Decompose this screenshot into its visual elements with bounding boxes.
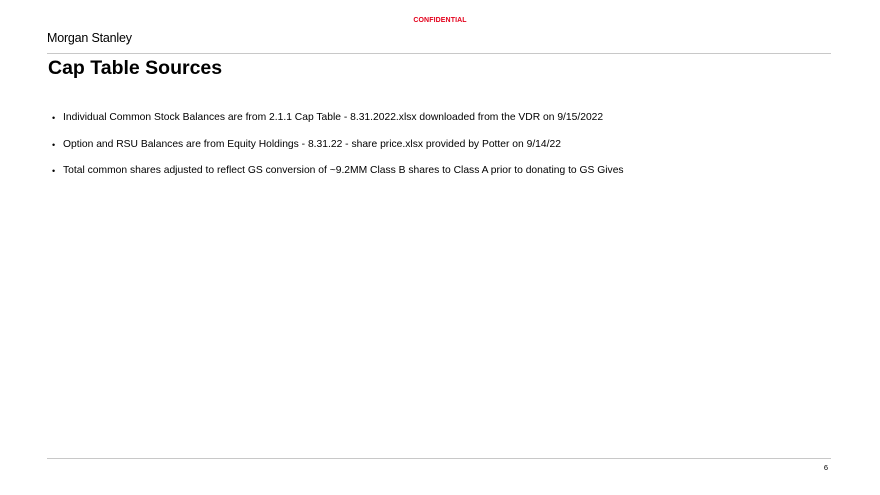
- bullet-icon: •: [52, 166, 56, 176]
- slide-title: Cap Table Sources: [48, 57, 223, 79]
- bullet-list: [52, 111, 812, 191]
- footer-divider: [47, 458, 831, 459]
- bullet-icon: •: [52, 139, 56, 150]
- bullet-text: Total common shares adjusted to reflect GS conversion of ~9.2MM Class B shares to Class A prior to donating to GS Gives: [63, 165, 624, 176]
- bullet-item: [52, 111, 812, 125]
- bullet-item: [52, 138, 812, 152]
- bullet-text: Option and RSU Balances are from Equity Holdings - 8.31.22 - share price.xlsx provided by Potter on 9/14/22: [63, 138, 561, 150]
- page-number: 6: [823, 463, 828, 472]
- confidential-label: CONFIDENTIAL: [413, 17, 467, 24]
- bullet-text: Individual Common Stock Balances are from 2.1.1 Cap Table - 8.31.2022.xlsx downloaded from the VDR on 9/15/2022: [63, 112, 604, 123]
- bullet-icon: •: [52, 113, 56, 123]
- header-divider: [47, 53, 831, 54]
- bullet-item: [52, 164, 812, 178]
- morgan-stanley-logo: Morgan Stanley: [47, 31, 132, 45]
